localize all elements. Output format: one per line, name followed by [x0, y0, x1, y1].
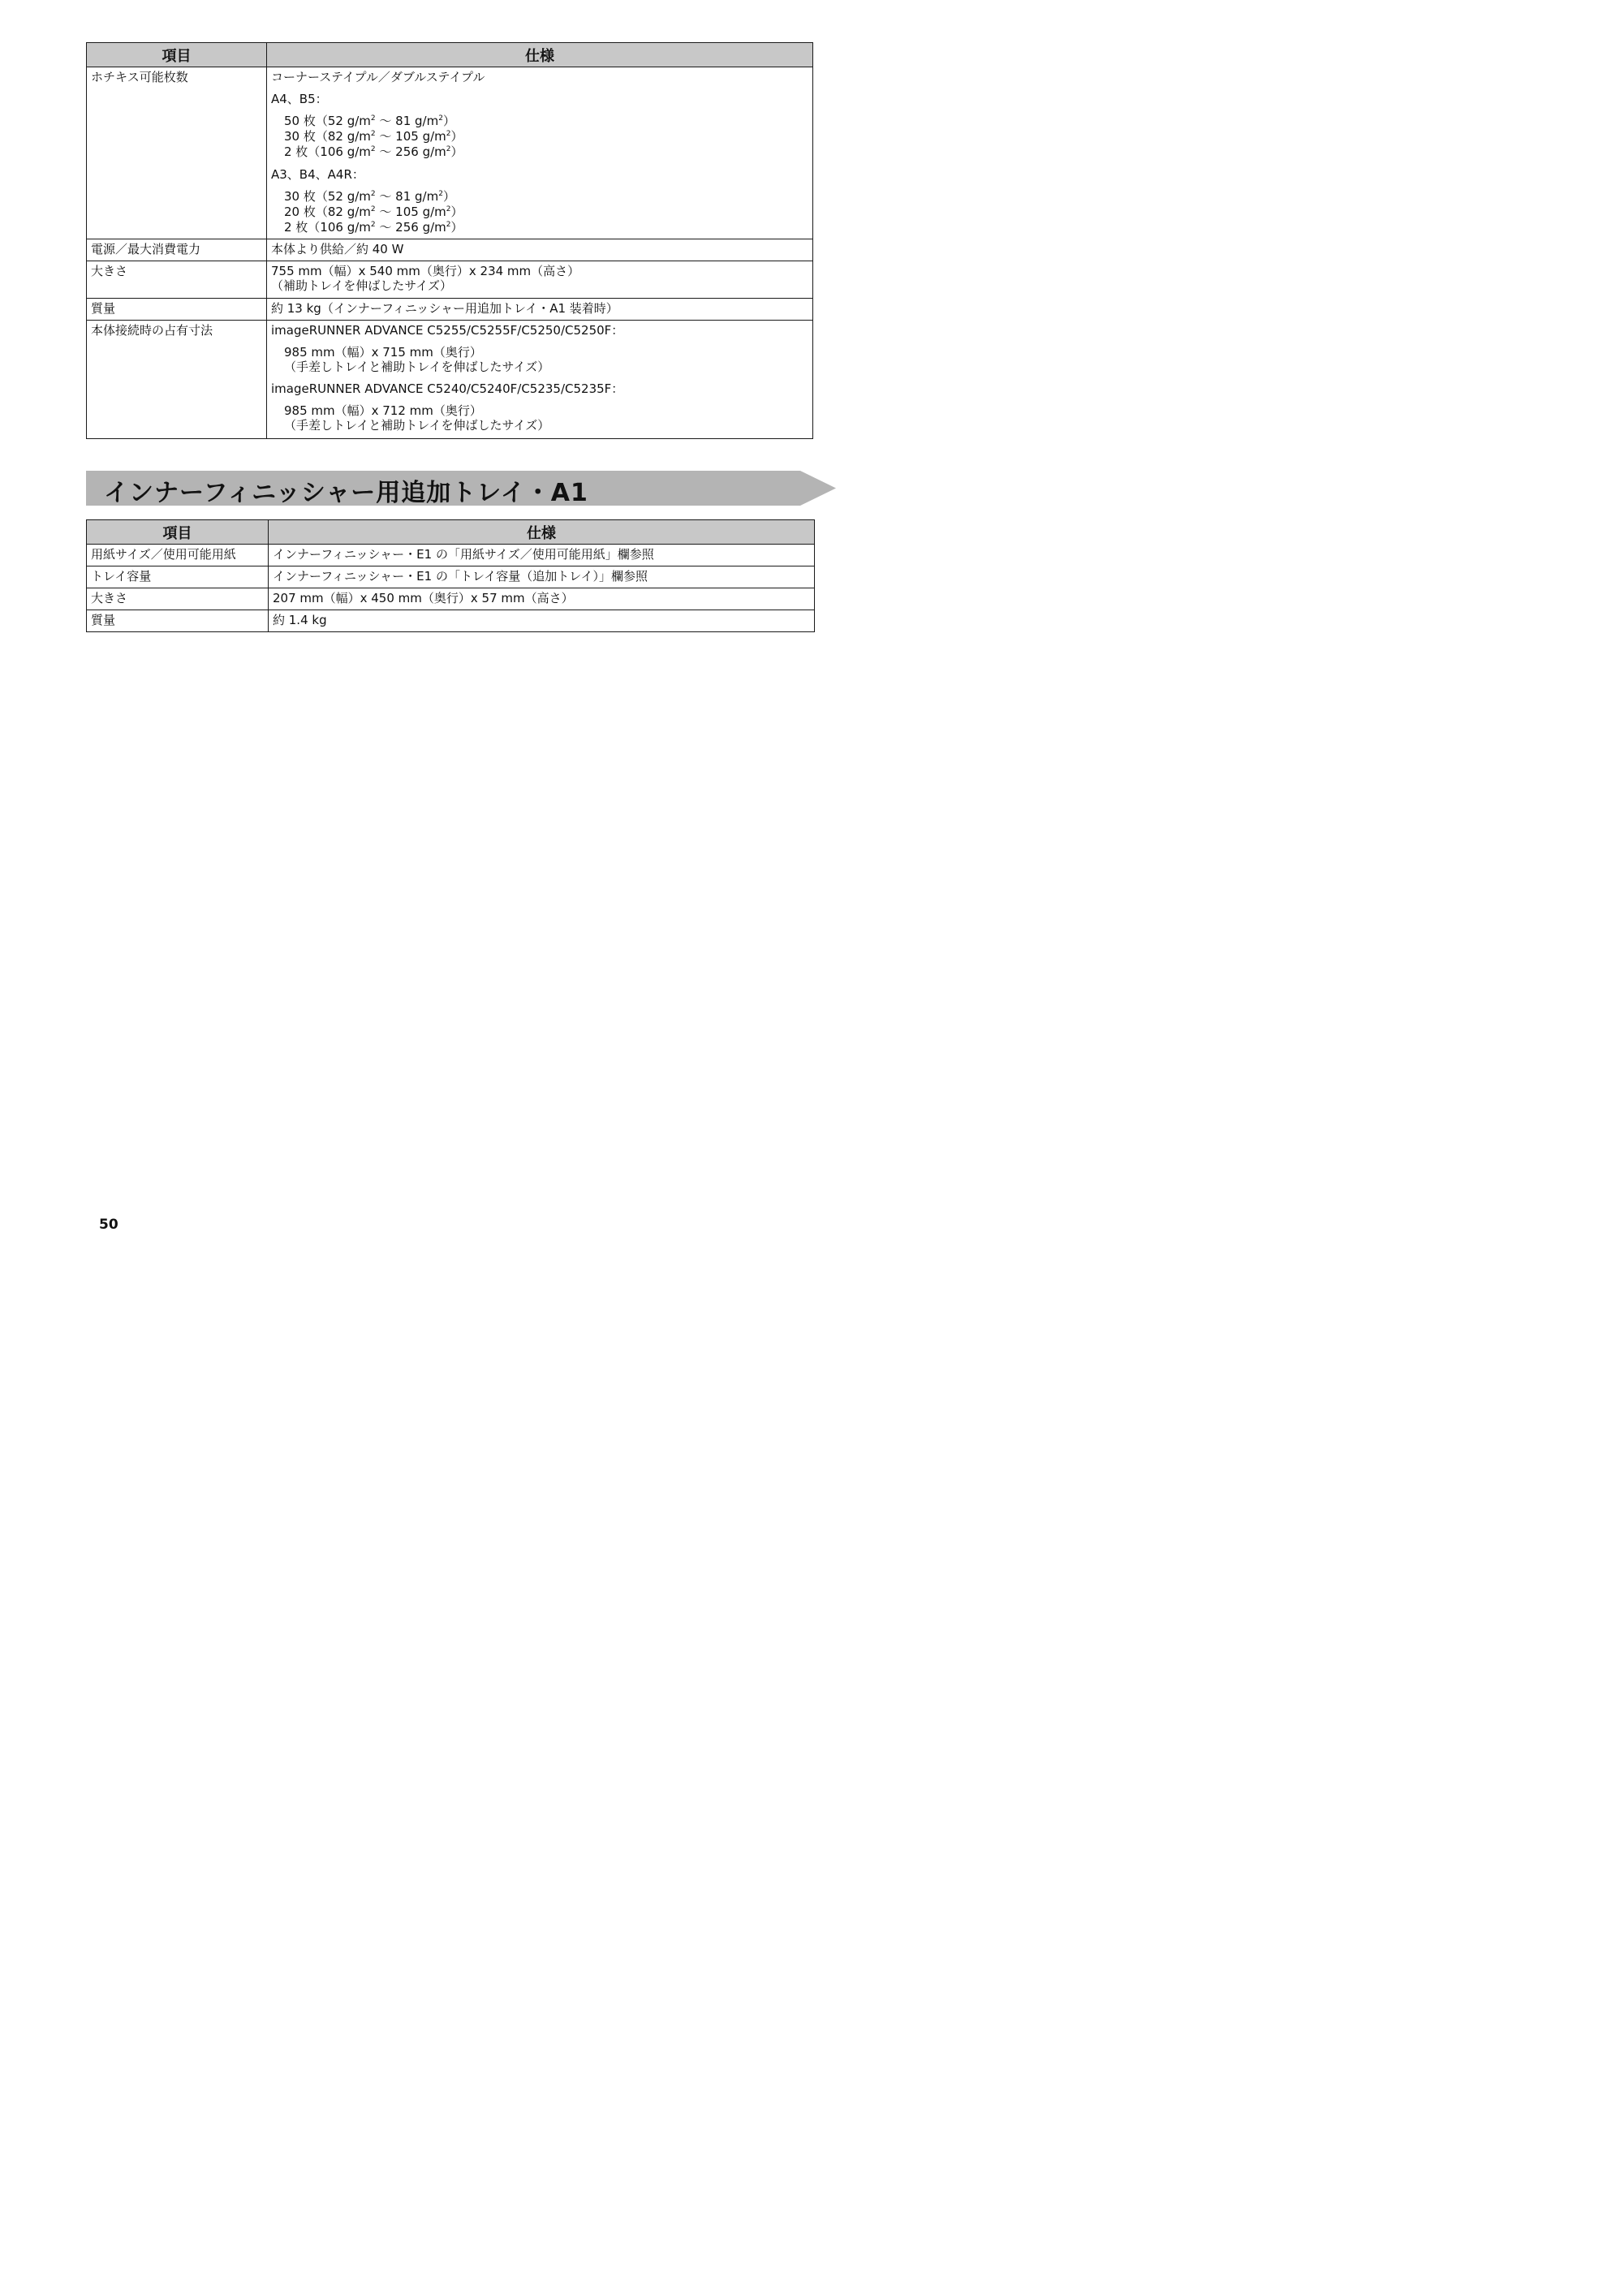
capacity-line: 30 枚（52 $g/m^2$ 〜 81 $g/m^2$） — [284, 189, 455, 204]
a4b5-label: A4、B5： — [271, 92, 328, 106]
capacity-line: 50 枚（52 $g/m^2$ 〜 81 $g/m^2$） — [284, 114, 455, 128]
footprint-note: （手差しトレイと補助トレイを伸ばしたサイズ） — [284, 418, 550, 433]
size-value — [267, 261, 813, 299]
a3-list — [271, 189, 808, 235]
footprint-model: imageRUNNER ADVANCE C5240/C5240F/C5235/C5235F： — [271, 381, 624, 396]
table-header-row — [87, 520, 815, 545]
a3-label: A3、B4、A4R： — [271, 167, 364, 182]
section-title: インナーフィニッシャー用追加トレイ・A1 — [104, 479, 588, 507]
a4b5-list — [271, 114, 808, 160]
page-number: 50 — [99, 1217, 118, 1233]
row-value: 約 1.4 kg — [269, 610, 815, 632]
table-row-weight — [87, 299, 813, 321]
power-label: 電源／最大消費電力 — [87, 239, 267, 261]
header-item: 項目 — [87, 43, 267, 67]
row-label: トレイ容量 — [87, 566, 269, 588]
footprint-dims — [271, 345, 808, 374]
table-row — [87, 588, 815, 610]
row-label: 質量 — [87, 610, 269, 632]
footprint-note: （手差しトレイと補助トレイを伸ばしたサイズ） — [284, 360, 550, 374]
staple-types: コーナーステイプル／ダブルステイプル — [271, 70, 485, 84]
table-row-staple — [87, 67, 813, 239]
footprint-value — [267, 321, 813, 439]
power-value: 本体より供給／約 40 W — [267, 239, 813, 261]
table-row-size — [87, 261, 813, 299]
table-header-row — [87, 43, 813, 67]
capacity-line: 2 枚（106 $g/m^2$ 〜 256 $g/m^2$） — [284, 220, 463, 235]
spec-table-2 — [86, 519, 815, 632]
staple-label: ホチキス可能枚数 — [87, 67, 267, 239]
capacity-line: 30 枚（82 $g/m^2$ 〜 105 $g/m^2$） — [284, 129, 463, 144]
footprint-dims — [271, 403, 808, 433]
section-banner — [86, 471, 836, 506]
row-value: 207 mm（幅）x 450 mm（奥行）x 57 mm（高さ） — [269, 588, 815, 610]
spec-table-1 — [86, 42, 813, 439]
table-row — [87, 545, 815, 566]
row-label: 用紙サイズ／使用可能用紙 — [87, 545, 269, 566]
table-row — [87, 566, 815, 588]
table-row-footprint — [87, 321, 813, 439]
header-spec: 仕様 — [267, 43, 813, 67]
table-row — [87, 610, 815, 632]
size-line: 755 mm（幅）x 540 mm（奥行）x 234 mm（高さ） — [271, 264, 580, 278]
row-label: 大きさ — [87, 588, 269, 610]
weight-value: 約 13 kg（インナーフィニッシャー用追加トレイ・A1 装着時） — [267, 299, 813, 321]
header-item: 項目 — [87, 520, 269, 545]
size-note: （補助トレイを伸ばしたサイズ） — [271, 278, 453, 293]
size-label: 大きさ — [87, 261, 267, 299]
weight-label: 質量 — [87, 299, 267, 321]
capacity-line: 2 枚（106 $g/m^2$ 〜 256 $g/m^2$） — [284, 144, 463, 159]
footprint-dim: 985 mm（幅）x 712 mm（奥行） — [284, 403, 482, 418]
header-spec: 仕様 — [269, 520, 815, 545]
footprint-label: 本体接続時の占有寸法 — [87, 321, 267, 439]
footprint-dim: 985 mm（幅）x 715 mm（奥行） — [284, 345, 482, 360]
capacity-line: 20 枚（82 $g/m^2$ 〜 105 $g/m^2$） — [284, 205, 463, 219]
footprint-model: imageRUNNER ADVANCE C5255/C5255F/C5250/C5250F： — [271, 323, 624, 338]
row-value: インナーフィニッシャー・E1 の「トレイ容量（追加トレイ）」欄参照 — [269, 566, 815, 588]
row-value: インナーフィニッシャー・E1 の「用紙サイズ／使用可能用紙」欄参照 — [269, 545, 815, 566]
table-row-power — [87, 239, 813, 261]
staple-spec — [267, 67, 813, 239]
